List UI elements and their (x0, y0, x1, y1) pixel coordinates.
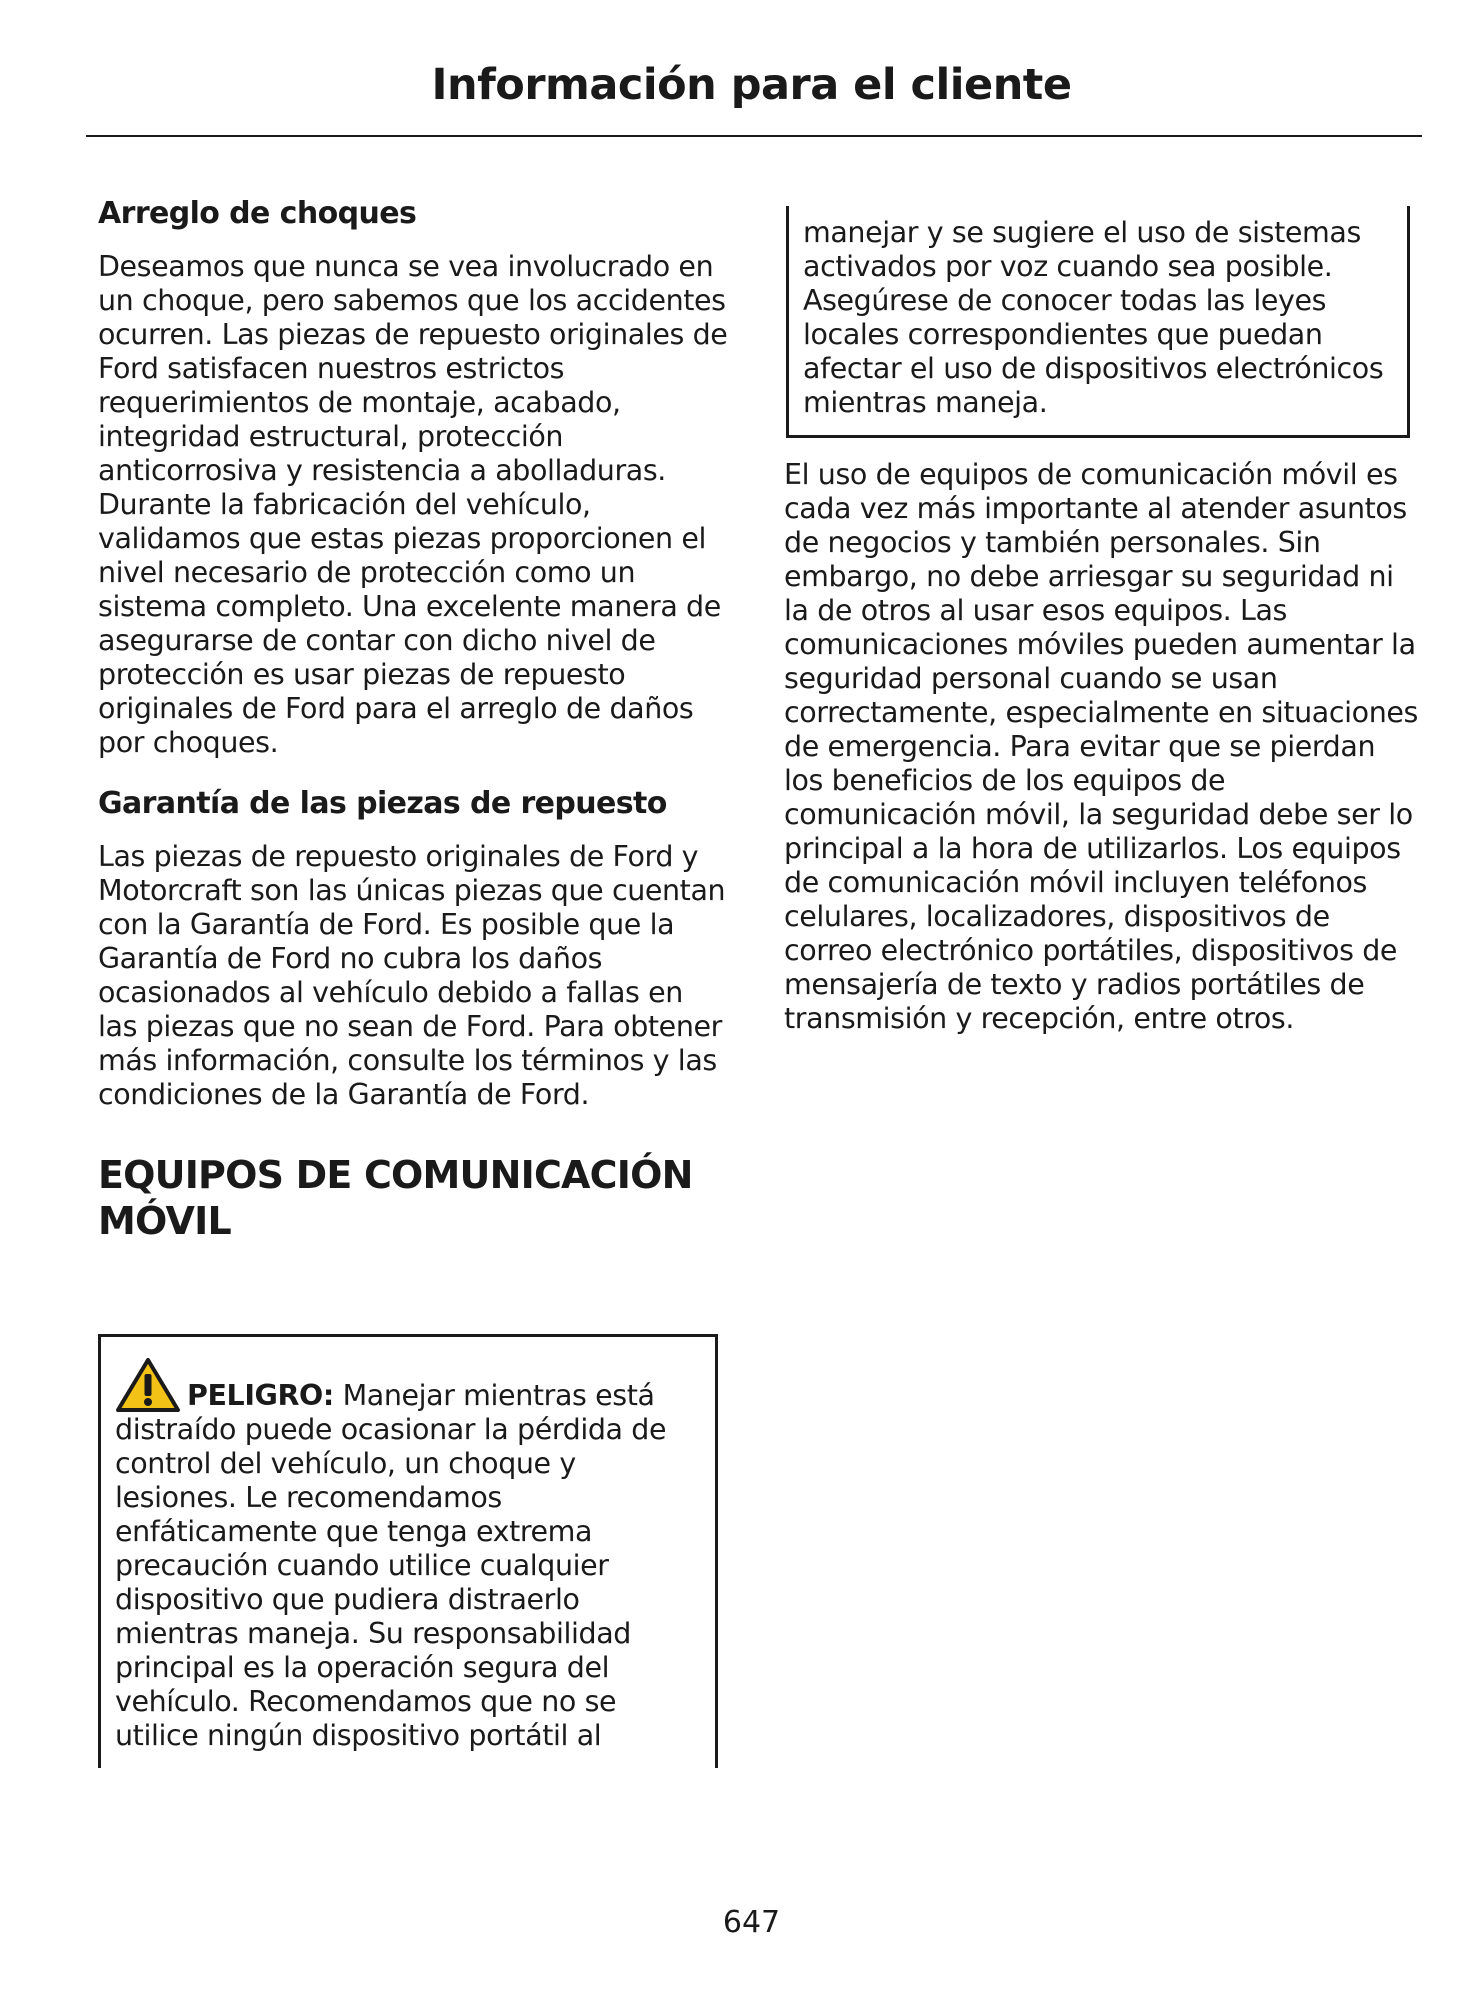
title-divider (86, 135, 1422, 137)
section-heading-collision-repair: Arreglo de choques (98, 196, 417, 231)
warning-triangle-icon (115, 1357, 181, 1413)
section-body-collision-repair: Deseamos que nunca se vea involucrado en un choque, pero sabemos que los accidentes ocurren. Las piezas de repuesto originales de Ford satisfacen nuestros estrictos requerimientos de montaje, acabado, integridad estructural, protección anticorrosiva y resistencia a abolladuras. Durante la fabricación del vehículo, validamos que estas piezas proporcionen el nivel necesario de protección como un sistema completo. Una excelente manera de asegurarse de contar con dicho nivel de protección es usar piezas de repuesto originales de Ford para el arreglo de daños por choques. (98, 250, 728, 759)
section-heading-parts-warranty: Garantía de las piezas de repuesto (98, 786, 667, 821)
warning-box-continued (786, 206, 1410, 438)
heading-line-1: EQUIPOS DE COMUNICACIÓN (98, 1153, 693, 1197)
section-body-mobile-communication: El uso de equipos de comunicación móvil es cada vez más importante al atender asuntos de negocios y también personales. Sin embargo, no debe arriesgar su seguridad ni la de otros al usar esos equipos. Las comunicaciones móviles pueden aumentar la seguridad personal cuando se usan correctamente, especialmente en situaciones de emergencia. Para evitar que se pierdan los beneficios de los equipos de comunicación móvil, la seguridad debe ser lo principal a la hora de utilizarlos. Los equipos de comunicación móvil incluyen teléfonos celulares, localizadores, dispositivos de correo electrónico portátiles, dispositivos de mensajería de texto y radios portátiles de transmisión y recepción, entre otros. (784, 458, 1418, 1035)
warning-label: PELIGRO: (187, 1379, 334, 1412)
page-title: Información para el cliente (431, 60, 1072, 110)
warning-text: Manejar mientras está distraído puede ocasionar la pérdida de control del vehículo, un choque y lesiones. Le recomendamos enfáticamente que tenga extrema precaución cuando utilice cualquier dispositivo que pudiera distraerlo mientras maneja. Su responsabilidad principal es la operación segura del vehículo. Recomendamos que no se utilice ningún dispositivo portátil al (115, 1379, 667, 1752)
page-number: 647 (722, 1905, 781, 1940)
section-body-parts-warranty: Las piezas de repuesto originales de Ford y Motorcraft son las únicas piezas que cuentan con la Garantía de Ford. Es posible que la Garantía de Ford no cubra los daños ocasionados al vehículo debido a fallas en las piezas que no sean de Ford. Para obtener más información, consulte los términos y las condiciones de la Garantía de Ford. (98, 840, 726, 1111)
warning-text-continued: manejar y se sugiere el uso de sistemas activados por voz cuando sea posible. Asegúrese de conocer todas las leyes locales correspondientes que puedan afectar el uso de dispositivos electrónicos mientras maneja. (803, 216, 1384, 419)
heading-line-2: MÓVIL (98, 1199, 231, 1243)
warning-box (98, 1334, 718, 1768)
right-column (784, 458, 1420, 1036)
left-column (98, 196, 728, 1244)
section-heading-mobile-communication (98, 1152, 728, 1244)
